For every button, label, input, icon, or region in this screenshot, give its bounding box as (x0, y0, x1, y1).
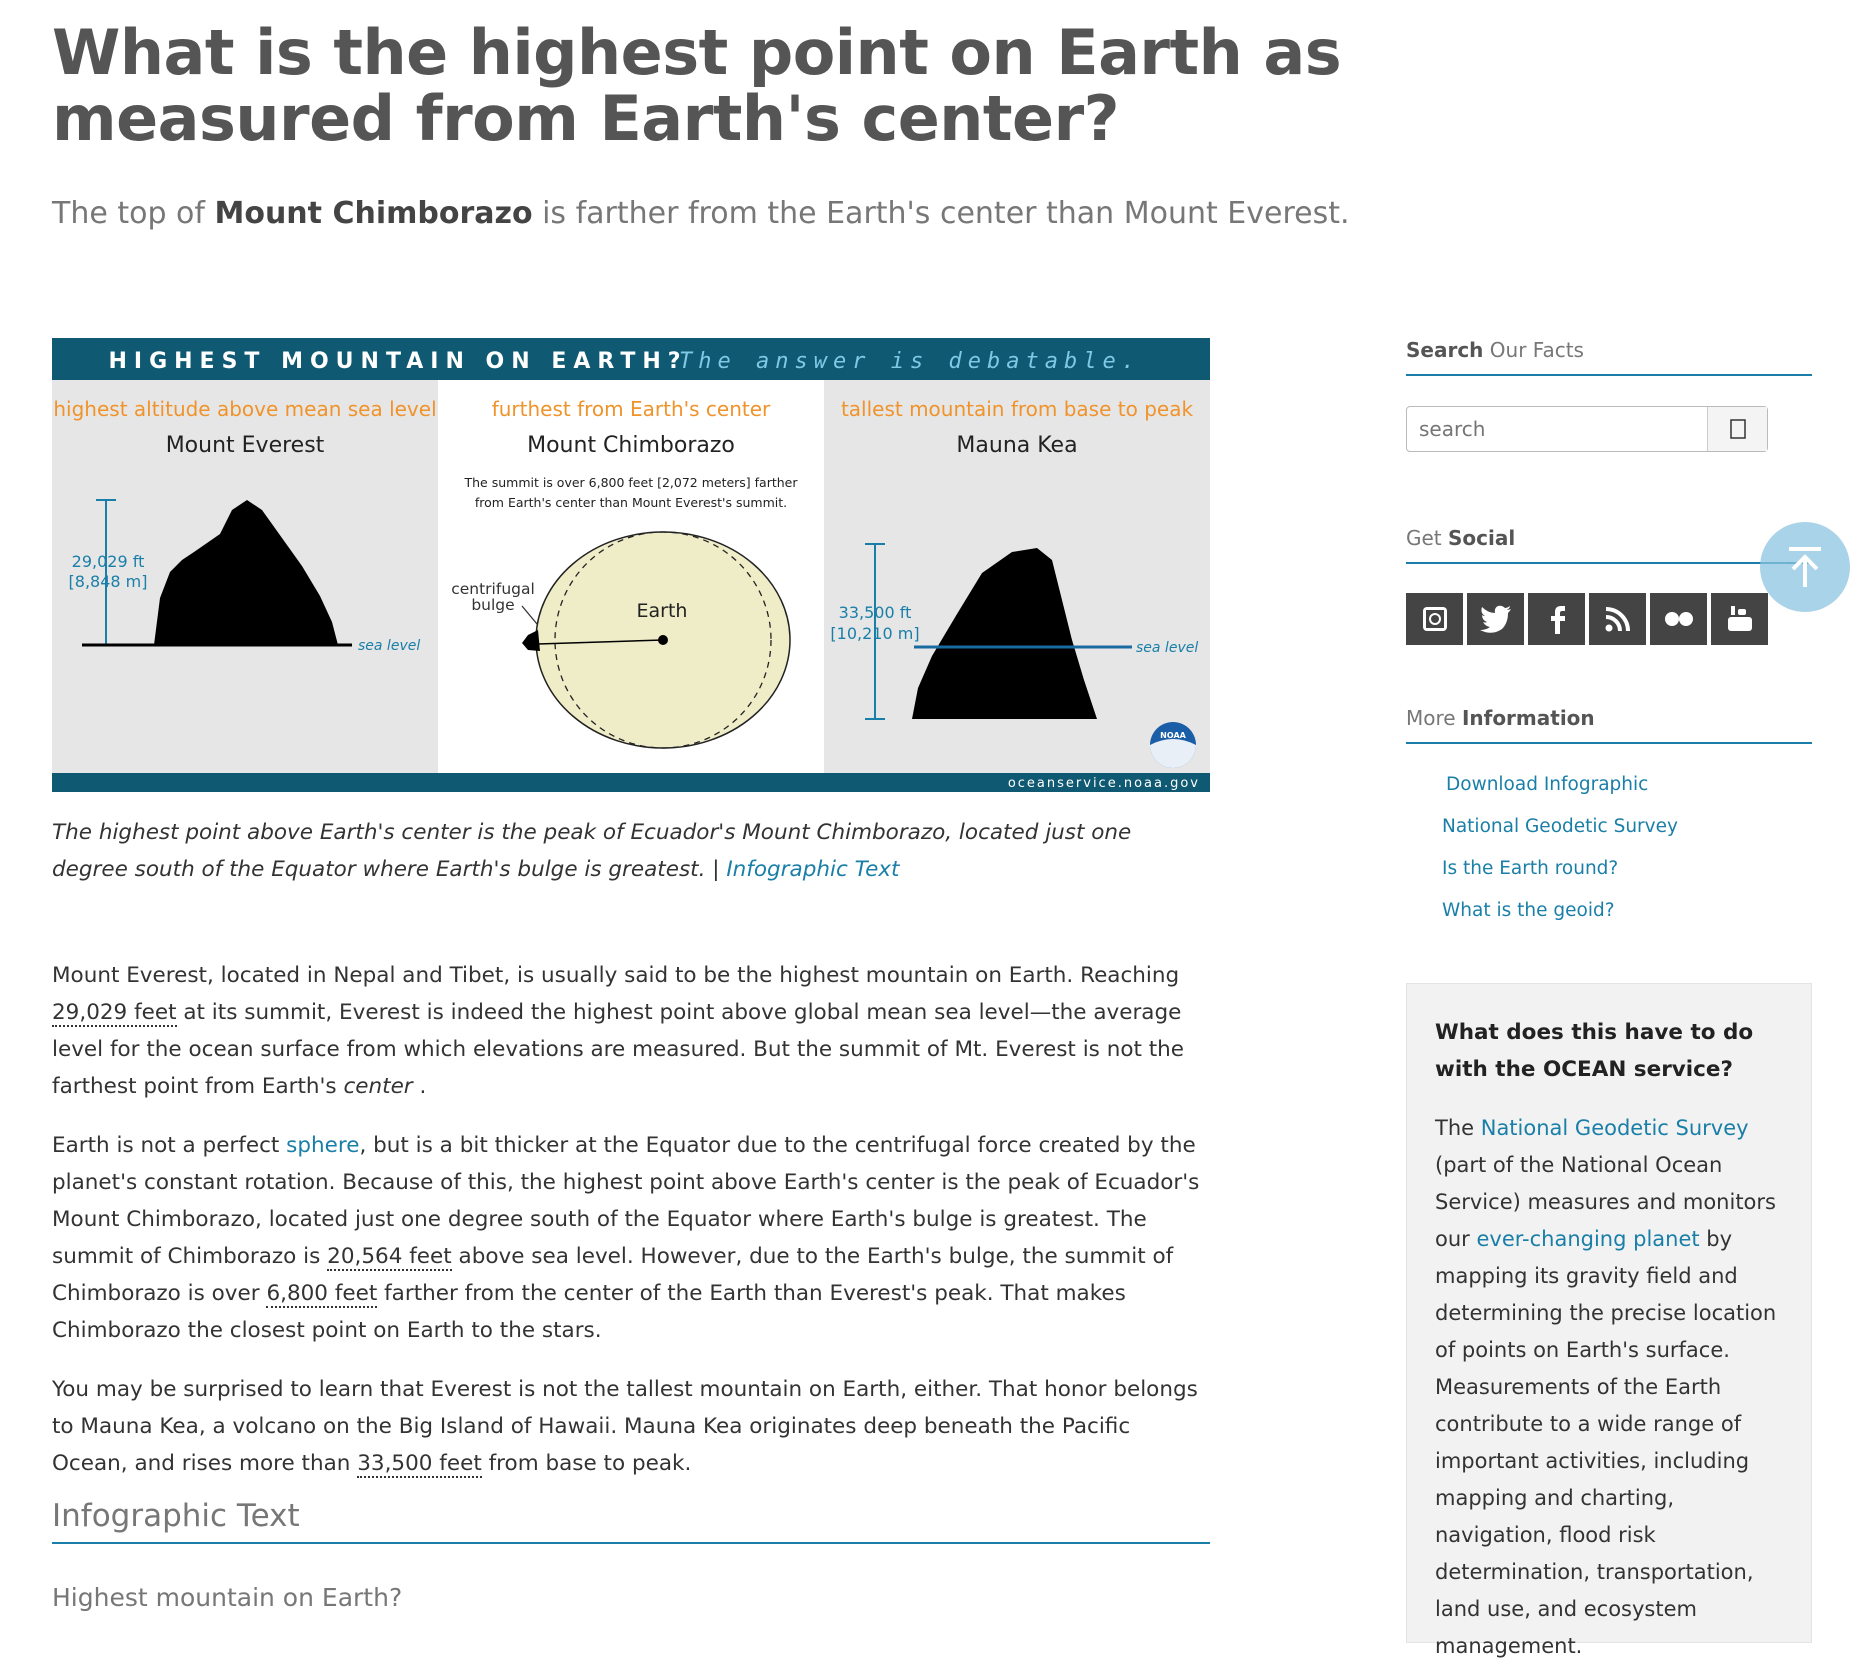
banner-tagline: The answer is debatable. (679, 349, 1141, 374)
caption-separator: | (705, 857, 727, 882)
search-heading (1406, 338, 1812, 376)
page-subtitle (52, 196, 1350, 231)
ocean-box-text (1435, 1110, 1783, 1665)
p2-text: Earth is not a perfect (52, 1133, 287, 1158)
earth-round-link[interactable]: Is the Earth round? (1442, 858, 1619, 879)
social-heading-pre: Get (1406, 526, 1449, 550)
youtube-link[interactable] (1711, 593, 1768, 645)
ocean-box-title: What does this have to do with the OCEAN service? (1435, 1020, 1754, 1082)
chimborazo-note-line1: The summit is over 6,800 feet [2,072 meters] farther (464, 475, 798, 490)
mauna-kea-height-ft: 33,500 ft (838, 603, 912, 622)
more-info-pre: More (1406, 706, 1462, 730)
social-heading-bold: Social (1448, 526, 1516, 550)
p1-emphasis: center (343, 1074, 413, 1099)
panel2-heading: furthest from Earth's center (491, 397, 771, 421)
search-button[interactable] (1707, 407, 1767, 451)
social-heading (1406, 526, 1812, 564)
p1-text-end: . (412, 1074, 427, 1099)
everest-sea-level: sea level (358, 638, 421, 654)
section-heading: Infographic Text (52, 1498, 1210, 1544)
p3-text-end: from base to peak. (481, 1451, 692, 1476)
p3-text: You may be surprised to learn that Everest is not the tallest mountain on Earth, either. That honor belongs to Mauna Kea, a volcano on the Big Island of Hawaii. Mauna Kea originates deep beneath the Pacific Ocean, and rises more than (52, 1377, 1198, 1476)
panel3-name: Mauna Kea (956, 433, 1078, 458)
more-info-bold: Information (1461, 706, 1595, 730)
more-info-list (1442, 770, 1678, 938)
unit-value[interactable]: 20,564 feet (327, 1244, 452, 1269)
ocean-text-1: The (1435, 1116, 1481, 1140)
earth-center-dot (658, 635, 668, 645)
article-body (52, 957, 1212, 1504)
more-info-heading (1406, 706, 1812, 744)
search-heading-rest: Our Facts (1483, 338, 1584, 362)
bulge-label-2: bulge (471, 596, 515, 614)
youtube-icon (1727, 605, 1753, 633)
social-links (1406, 593, 1768, 645)
sphere-link[interactable]: sphere (286, 1133, 360, 1158)
unit-value[interactable]: 33,500 feet (357, 1451, 482, 1476)
earth-label: Earth (636, 600, 688, 622)
section-subheading: Highest mountain on Earth? (52, 1583, 403, 1612)
twitter-icon (1480, 605, 1512, 633)
infographic (52, 338, 1210, 792)
download-infographic-link[interactable]: Download Infographic (1446, 774, 1649, 795)
geoid-link[interactable]: What is the geoid? (1442, 900, 1615, 921)
p2-text-3: above sea level. However, due to the Earth's bulge, the summit of Chimborazo is over (52, 1244, 1174, 1306)
p1-text: Mount Everest, located in Nepal and Tibet, is usually said to be the highest mountain on Earth. Reaching (52, 963, 1180, 988)
arrow-up-icon (1785, 545, 1825, 589)
ever-changing-planet-link[interactable]: ever-changing planet (1476, 1227, 1700, 1251)
banner-title: HIGHEST MOUNTAIN ON EARTH? (108, 349, 688, 374)
twitter-link[interactable] (1467, 593, 1524, 645)
paragraph-3 (52, 1371, 1212, 1482)
search-icon (1729, 418, 1747, 440)
facebook-link[interactable] (1528, 593, 1585, 645)
subtitle-bold: Mount Chimborazo (214, 196, 533, 231)
bulge-label-1: centrifugal (451, 580, 535, 598)
instagram-link[interactable] (1406, 593, 1463, 645)
p1-text-2: at its summit, Everest is indeed the highest point above global mean sea level—the average level for the ocean surface from which elevations are measured. But the summit of Mt. Everest is not the farthest point from Earth's (52, 1000, 1185, 1099)
back-to-top-button[interactable] (1760, 522, 1850, 612)
subtitle-text: The top of (52, 196, 215, 231)
unit-value[interactable]: 6,800 feet (266, 1281, 378, 1306)
ocean-text-3: by mapping its gravity field and determining the precise location of points on Earth's surface. Measurements of the Earth contribute to a wide range of important activities, including mapping and charting, navigation, flood risk determination, transportation, land use, and ecosystem management. (1435, 1227, 1777, 1658)
unit-value[interactable]: 29,029 feet (52, 1000, 177, 1025)
infographic-text-link[interactable]: Infographic Text (726, 857, 900, 882)
subtitle-text-end: is farther from the Earth's center than Mount Everest. (532, 196, 1350, 231)
noaa-text: NOAA (1160, 731, 1186, 740)
everest-height-ft: 29,029 ft (71, 552, 145, 571)
national-geodetic-survey-link[interactable]: National Geodetic Survey (1442, 816, 1678, 837)
chimborazo-note-line2: from Earth's center than Mount Everest's summit. (474, 495, 788, 510)
footer-url: oceanservice.noaa.gov (1007, 776, 1200, 791)
flickr-icon (1664, 611, 1694, 627)
flickr-link[interactable] (1650, 593, 1707, 645)
ocean-text-2: (part of the National Ocean Service) measures and monitors our (1435, 1153, 1776, 1251)
image-caption (52, 814, 1212, 888)
caption-text: The highest point above Earth's center is the peak of Ecuador's Mount Chimborazo, located just one degree south of the Equator where Earth's bulge is greatest. (52, 820, 1132, 882)
instagram-icon (1421, 605, 1449, 633)
panel3-heading: tallest mountain from base to peak (840, 397, 1194, 421)
panel1-heading: highest altitude above mean sea level (53, 397, 437, 421)
paragraph-2 (52, 1127, 1212, 1349)
search-form (1406, 406, 1768, 452)
search-input[interactable] (1407, 407, 1707, 451)
panel2-name: Mount Chimborazo (527, 433, 735, 458)
p2-text-end: farther from the center of the Earth than Everest's peak. That makes Chimborazo the closest point on Earth to the stars. (52, 1281, 1126, 1343)
ngs-link[interactable]: National Geodetic Survey (1480, 1116, 1749, 1140)
search-heading-bold: Search (1406, 338, 1484, 362)
facebook-icon (1547, 604, 1567, 634)
panel1-name: Mount Everest (165, 433, 325, 458)
ocean-service-box (1406, 983, 1812, 1658)
rss-link[interactable] (1589, 593, 1646, 645)
everest-height-m: [8,848 m] (68, 572, 148, 591)
paragraph-1 (52, 957, 1212, 1105)
rss-icon (1605, 606, 1631, 632)
mauna-kea-height-m: [10,210 m] (830, 624, 920, 643)
mauna-kea-sea-level: sea level (1136, 640, 1199, 656)
p2-text-2: , but is a bit thicker at the Equator due to the centrifugal force created by the planet's constant rotation. Because of this, the highest point above Earth's center is the peak of Ecuador's Mount Chimborazo, located just one degree south of the Equator where Earth's bulge is greatest. The summit of Chimborazo is (52, 1133, 1200, 1269)
page-title: What is the highest point on Earth as measured from Earth's center? (52, 16, 1342, 155)
